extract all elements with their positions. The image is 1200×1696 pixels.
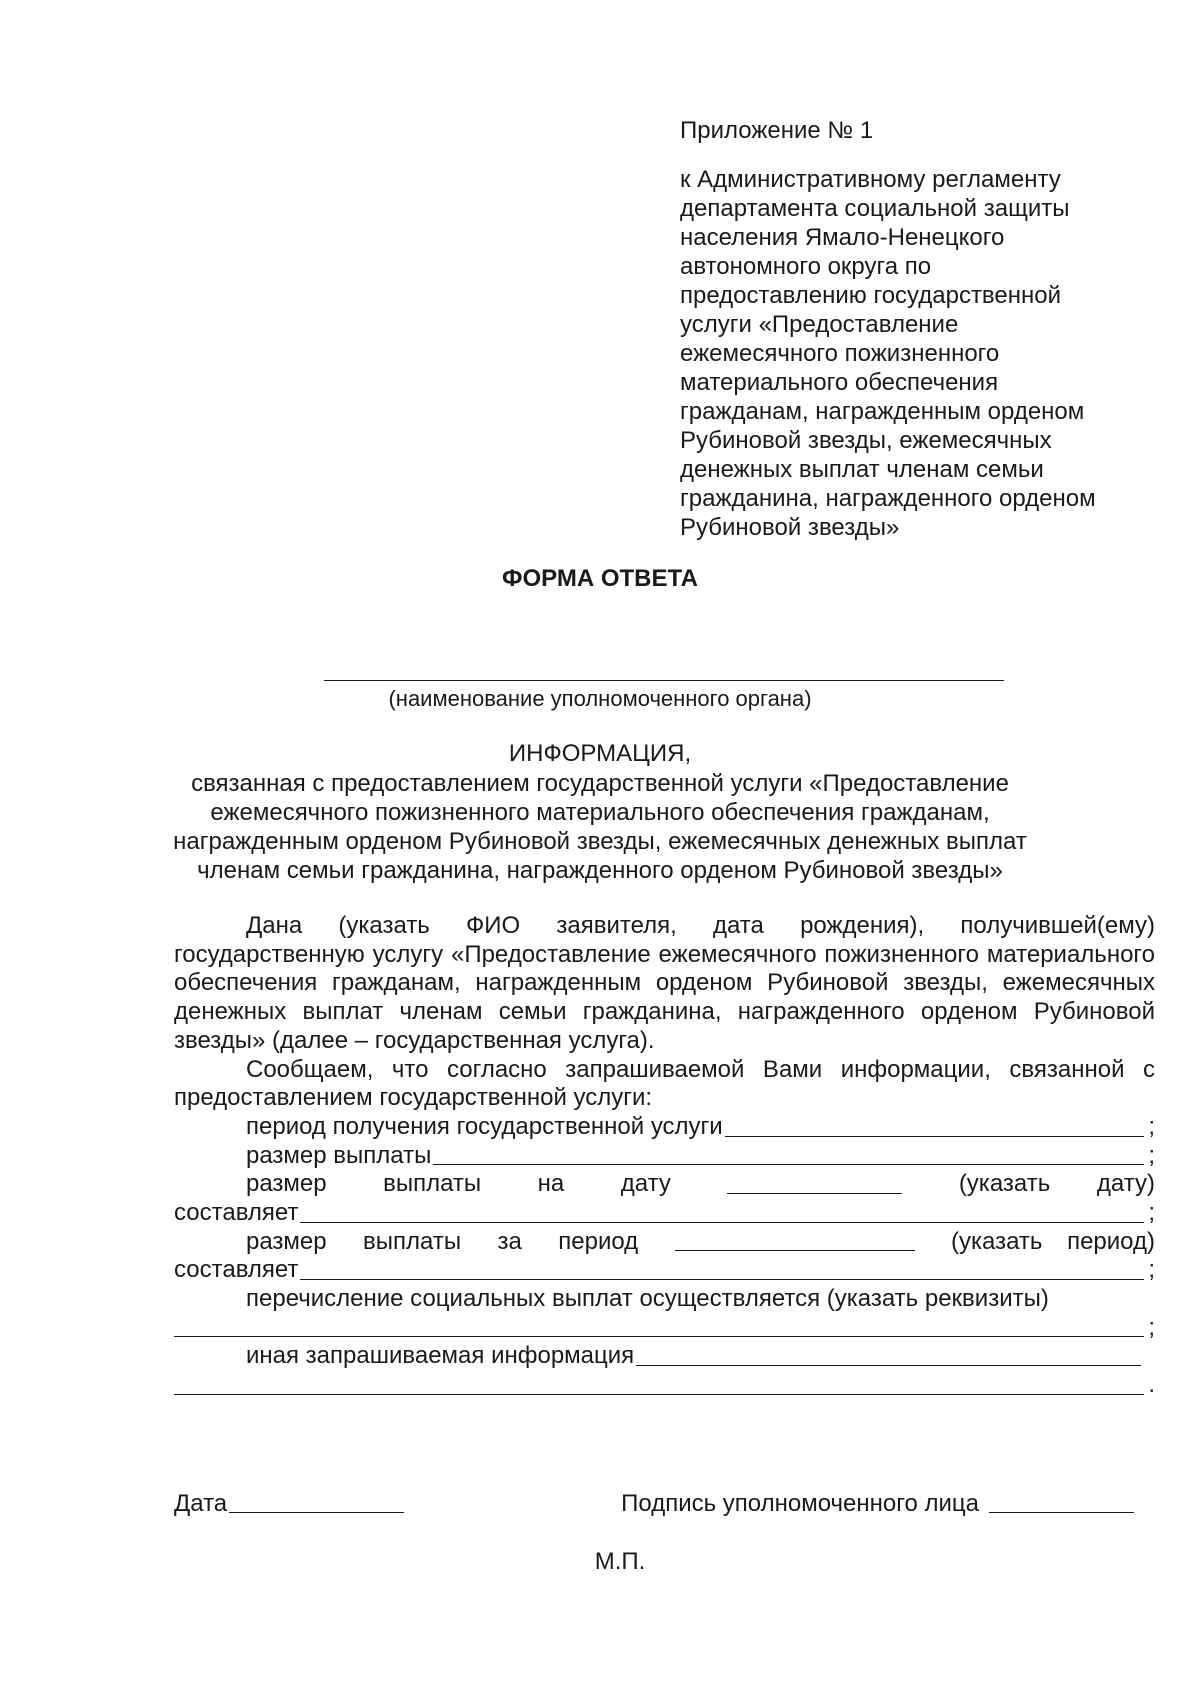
transfer-row (174, 1285, 1155, 1314)
signature-label: Подпись уполномоченного лица (621, 1490, 979, 1517)
date-field[interactable] (727, 1193, 902, 1194)
appendix-line: автономного округа по (680, 253, 932, 280)
info-subtitle-line: ежемесячного пожизненного материального обеспечения гражданам, (210, 799, 990, 826)
payment-field[interactable] (433, 1164, 1144, 1165)
signature-group (621, 1490, 1134, 1518)
period-row (174, 1113, 1155, 1142)
info-subtitle-line: членам семьи гражданина, награжденного орденом Рубиновой звезды» (197, 857, 1003, 884)
appendix-line: предоставлению государственной (680, 282, 1062, 309)
paragraph-report: Сообщаем, что согласно запрашиваемой Вами информации, связанной с предоставлением государственной услуги: (174, 1055, 1155, 1112)
semicolon: ; (1148, 1112, 1155, 1140)
semicolon: ; (1148, 1313, 1155, 1341)
semicolon: ; (1148, 1256, 1155, 1284)
period-range-field[interactable] (675, 1250, 915, 1251)
date-hint: (указать дату) (958, 1170, 1155, 1198)
other-info-field-2[interactable] (174, 1394, 1144, 1395)
appendix-line: Рубиновой звезды, ежемесячных (680, 427, 1052, 454)
stamp-place: М.П. (594, 1548, 646, 1575)
other-info-row (174, 1342, 1155, 1371)
word: выплаты (363, 1227, 462, 1255)
signature-field[interactable] (989, 1512, 1134, 1513)
payment-row (174, 1142, 1155, 1171)
word: на (537, 1170, 565, 1198)
other-info-field[interactable] (636, 1365, 1141, 1366)
payment-label: размер выплаты (246, 1141, 432, 1169)
amount-label: составляет (174, 1198, 299, 1226)
appendix-line: Рубиновой звезды» (680, 514, 900, 541)
appendix-line: населения Ямало-Ненецкого (680, 224, 1005, 251)
date-label: Дата (174, 1490, 228, 1517)
word: выплаты (383, 1170, 482, 1198)
appendix-line: к Административному регламенту (680, 166, 1061, 193)
body-block (174, 912, 1155, 1400)
word: размер (246, 1227, 327, 1255)
appendix-title: Приложение № 1 (680, 117, 874, 144)
date-group (174, 1490, 404, 1518)
other-info-label: иная запрашиваемая информация (246, 1342, 635, 1370)
appendix-line: денежных выплат членам семьи (680, 456, 1044, 483)
period-label: период получения государственной услуги (246, 1112, 723, 1140)
period-mark: . (1148, 1371, 1155, 1399)
amount-field-period[interactable] (300, 1279, 1144, 1280)
appendix-line: гражданам, награжденным орденом (680, 398, 1085, 425)
amount-label: составляет (174, 1256, 299, 1284)
appendix-line: департамента социальной защиты (680, 195, 1070, 222)
period-hint: (указать период) (951, 1227, 1155, 1255)
amount-row-date (174, 1199, 1155, 1228)
organization-caption: (наименование уполномоченного органа) (388, 686, 812, 711)
info-title: ИНФОРМАЦИЯ, (508, 740, 692, 767)
signature-row (174, 1490, 1134, 1518)
appendix-line: услуги «Предоставление (680, 311, 959, 338)
payment-period-row (174, 1228, 1155, 1257)
word: период (558, 1227, 639, 1255)
appendix-line: материального обеспечения (680, 369, 999, 396)
date-signature-field[interactable] (229, 1512, 404, 1513)
organization-name-line[interactable] (324, 680, 1004, 681)
amount-field-date[interactable] (300, 1222, 1144, 1223)
word: размер (246, 1170, 327, 1198)
info-subtitle-line: награжденным орденом Рубиновой звезды, ежемесячных денежных выплат (173, 828, 1027, 855)
info-subtitle-line: связанная с предоставлением государственной услуги «Предоставление (191, 770, 1009, 797)
payment-date-row (174, 1170, 1155, 1199)
appendix-line: гражданина, награжденного орденом (680, 485, 1096, 512)
paragraph-issued: Дана (указать ФИО заявителя, дата рождения), получившей(ему) государственную услугу «Предоставление ежемесячного пожизненного материального обеспечения гражданам, награжденным орденом Рубиновой звезды, ежемесячных денежных выплат членам семьи гражданина, награжденного орденом Рубиновой звезды» (далее – государственная услуга). (174, 912, 1155, 1054)
period-field[interactable] (725, 1136, 1145, 1137)
word: дату (620, 1170, 671, 1198)
info-subtitle (170, 769, 1030, 885)
transfer-details-row (174, 1314, 1155, 1343)
semicolon: ; (1148, 1198, 1155, 1226)
other-info-continuation-row (174, 1371, 1155, 1400)
semicolon: ; (1148, 1141, 1155, 1169)
transfer-label: перечисление социальных выплат осуществляется (указать реквизиты) (246, 1285, 1049, 1313)
transfer-details-field[interactable] (174, 1336, 1144, 1337)
appendix-block (680, 116, 1160, 542)
amount-row-period (174, 1256, 1155, 1285)
word: за (497, 1227, 522, 1255)
form-title: ФОРМА ОТВЕТА (502, 565, 698, 592)
appendix-line: ежемесячного пожизненного (680, 340, 1000, 367)
